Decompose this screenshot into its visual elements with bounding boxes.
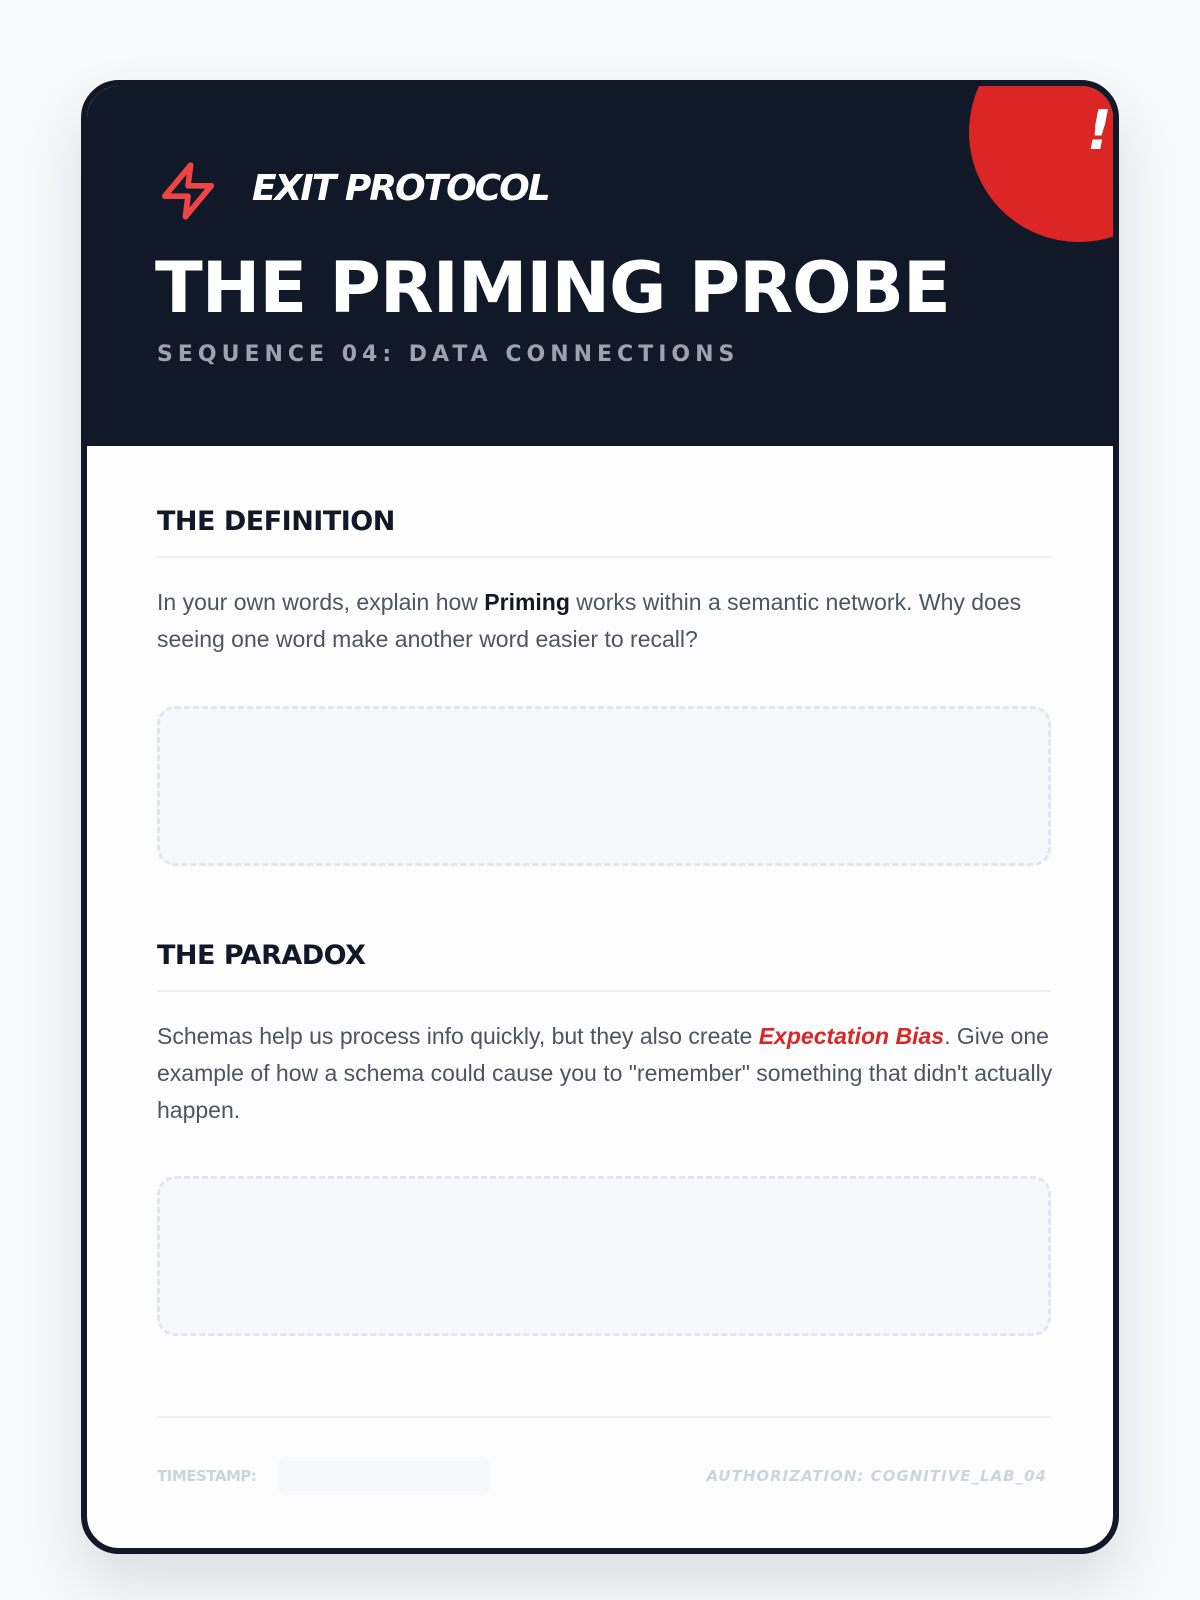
section-divider [157,556,1051,558]
prompt-text: works within a semantic network. Why does seeing one word make another word easier to recall? [157,589,1022,652]
brand-label: EXIT PROTOCOL [252,168,549,209]
timestamp-field[interactable] [279,1457,489,1495]
section-divider [157,990,1051,992]
page-subtitle: SEQUENCE 04: DATA CONNECTIONS [157,342,740,367]
paradox-answer-box[interactable] [157,1176,1051,1336]
definition-answer-box[interactable] [157,706,1051,866]
prompt-text: Schemas help us process info quickly, but they also create [157,1023,759,1049]
prompt-text: . Give one example of how a schema could cause you to "remember" something that didn't actually happen. [157,1023,1053,1123]
expectation-bias-term: Expectation Bias [758,1023,945,1049]
timestamp-label: TIMESTAMP: [157,1467,257,1485]
authorization-code: AUTHORIZATION: COGNITIVE_LAB_04 [706,1467,1047,1485]
exclamation-icon: ! [1087,99,1112,162]
paradox-prompt [157,1018,1057,1129]
definition-section-title: THE DEFINITION [157,506,395,537]
paradox-section-title: THE PARADOX [157,940,366,971]
page-title: THE PRIMING PROBE [155,247,950,329]
prompt-text: In your own words, explain how [157,589,485,615]
lightning-bolt-icon [157,160,219,222]
footer-divider [157,1416,1051,1418]
card-header [87,86,1113,446]
exit-protocol-card [81,80,1119,1554]
definition-prompt [157,584,1057,658]
priming-term: Priming [484,589,570,615]
